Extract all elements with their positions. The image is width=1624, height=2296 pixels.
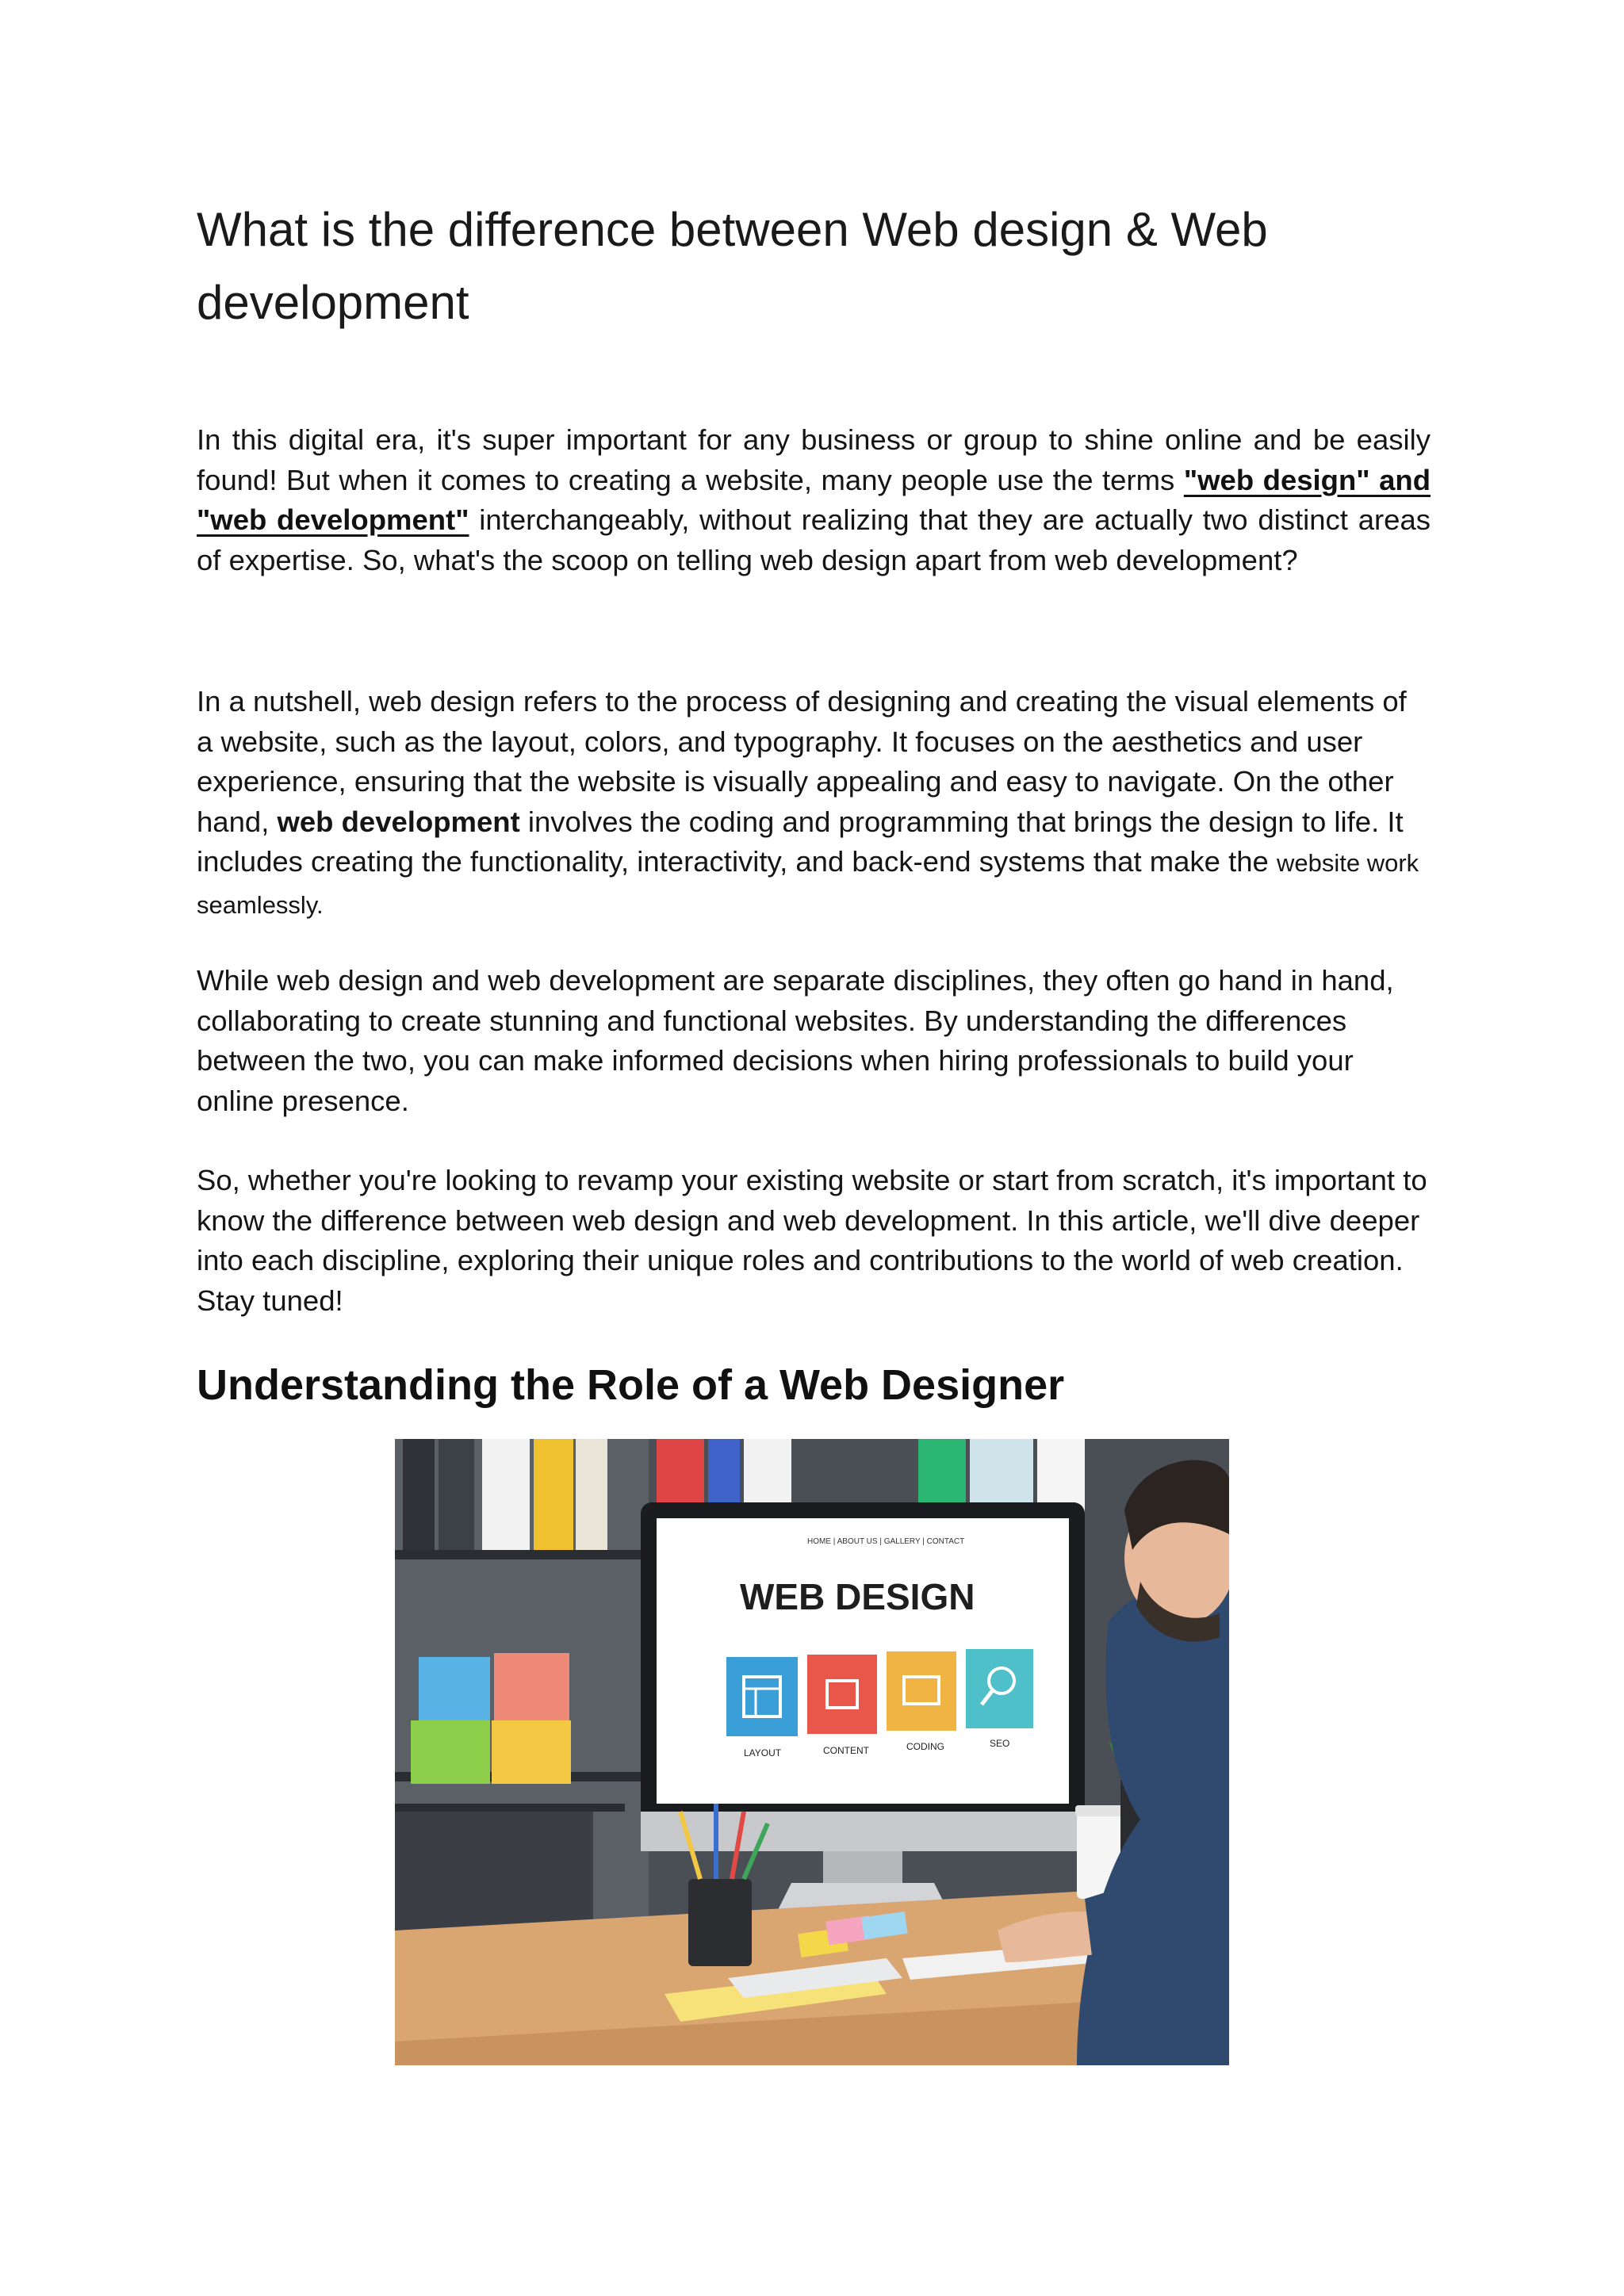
screen-nav-text: HOME | ABOUT US | GALLERY | CONTACT [807, 1537, 965, 1546]
nutshell-text-start: In a nutshell, web design refers to the process of designing and creating the visual elements of a website, such as the layout, colors, and typography. It focuses on the aesthetics and user experience, ensuring that the website is visually appealing and easy to navigate. On the other hand, [197, 685, 1407, 838]
page-title: What is the difference between Web design & Web development [197, 203, 1268, 329]
svg-text:CODING: CODING [906, 1741, 944, 1752]
svg-text:LAYOUT: LAYOUT [744, 1747, 782, 1758]
nutshell-paragraph [197, 682, 1431, 925]
svg-text:SEO: SEO [990, 1738, 1010, 1749]
stay-tuned-paragraph: So, whether you're looking to revamp your existing website or start from scratch, it's important to know the difference between web design and web development. In this article, we'll dive deeper into each discipline, exploring their unique roles and contributions to the world of web creation. Stay tuned! [197, 1164, 1427, 1317]
intro-paragraph [197, 420, 1431, 580]
web-design-photo [395, 1439, 1229, 2065]
screen-heading: WEB DESIGN [740, 1576, 975, 1617]
nutshell-text-middle: involves the coding and programming that brings the design to life. It includes creating the functionality, interactivity, and back-end systems that make the [197, 805, 1404, 878]
web-development-bold: web development [277, 805, 520, 838]
svg-text:CONTENT: CONTENT [823, 1745, 869, 1756]
section-heading: Understanding the Role of a Web Designer [197, 1361, 1065, 1409]
nutshell-text-tail: website work seamlessly. [197, 849, 1419, 919]
disciplines-paragraph: While web design and web development are separate disciplines, they often go hand in hand, collaborating to create stunning and functional websites. By understanding the differences between the two, you can make informed decisions when hiring professionals to build your online presence. [197, 964, 1394, 1117]
web-design-development-link[interactable]: "web design" and "web development" [197, 463, 1431, 536]
intro-text-start: In this digital era, it's super important for any business or group to shine online and be easily found! But when it comes to creating a website, many people use the terms [197, 423, 1431, 496]
intro-text-end: interchangeably, without realizing that they are actually two distinct areas of expertise. So, what's the scoop on telling web design apart from web development? [197, 503, 1431, 576]
